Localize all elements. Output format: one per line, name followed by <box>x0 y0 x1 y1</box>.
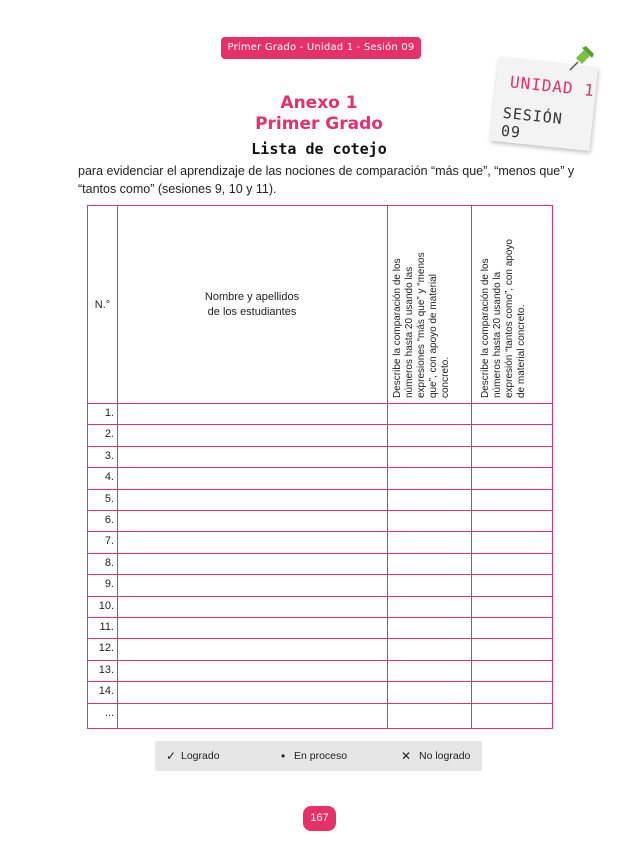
criterion1-line: que”, con apoyo de material <box>428 274 439 398</box>
criterion2-line: números hasta 20 usando la <box>492 271 503 398</box>
criterion1-line: expresiones “más que” y “menos <box>416 252 427 398</box>
legend-in-process: En proceso <box>294 750 348 762</box>
grade-title: Primer Grado <box>255 114 383 134</box>
row-number: 14. <box>98 685 114 698</box>
row-number: 6. <box>104 514 114 526</box>
row-number: 9. <box>104 578 114 591</box>
header-student-name <box>117 206 387 403</box>
checklist-subtitle: Lista de cotejo <box>251 140 387 158</box>
intro-paragraph: para evidenciar el aprendizaje de las nociones de comparación “más que”, “menos que” y “tantos como” (sesiones 9, 10 y 11). <box>78 164 575 196</box>
legend-bar <box>155 741 482 771</box>
sticky-session-label: SESIÓN 09 <box>500 103 564 142</box>
header-name-line1: Nombre y apellidos <box>204 290 300 303</box>
row-number: 4. <box>104 471 114 484</box>
criterion2-line: expresión “tantos como”, con apoyo <box>504 239 515 398</box>
cross-icon: ✕ <box>401 749 412 763</box>
header-number: N.° <box>94 298 111 311</box>
row-number: 8. <box>104 556 114 569</box>
criterion2-line: de material concreto. <box>516 304 527 398</box>
legend-achieved: Logrado <box>181 750 220 762</box>
check-icon: ✓ <box>166 749 177 763</box>
row-number: ... <box>104 706 114 719</box>
criterion1-line: números hasta 20 usando las <box>404 266 415 398</box>
row-number: 7. <box>104 535 114 548</box>
bullet-icon: • <box>281 749 286 763</box>
row-number: 1. <box>104 407 114 419</box>
row-number: 5. <box>104 492 114 505</box>
row-number: 12. <box>98 642 114 655</box>
header-criterion-more-less <box>392 218 452 398</box>
criterion1-line: concreto. <box>440 356 451 398</box>
header-session-label: Primer Grado - Unidad 1 - Sesión 09 <box>221 37 421 59</box>
row-number: 11. <box>99 621 114 633</box>
header-criterion-as-many-as <box>480 218 528 398</box>
legend-not-achieved: No logrado <box>419 750 471 762</box>
criterion1-line: Describe la comparación de los <box>392 258 403 398</box>
row-number: 13. <box>98 663 114 676</box>
sticky-unit-label: UNIDAD 1 <box>509 72 596 101</box>
checklist-table <box>87 205 553 729</box>
criterion2-line: Describe la comparación de los <box>480 258 491 398</box>
row-number: 2. <box>104 428 114 441</box>
pushpin-icon <box>560 40 600 80</box>
row-number: 3. <box>104 449 114 462</box>
row-number: 10. <box>98 599 114 612</box>
page-number: 167 <box>303 806 336 831</box>
annex-title: Anexo 1 <box>280 93 358 113</box>
header-name-line2: de los estudiantes <box>207 305 297 318</box>
